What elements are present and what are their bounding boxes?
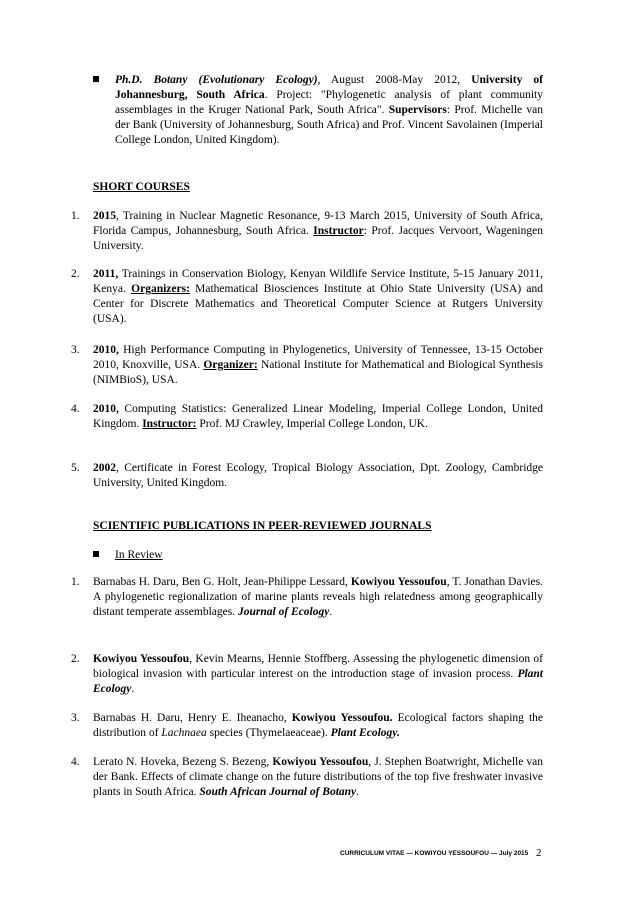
education-entry [115,73,543,148]
in-review-label: In Review [115,549,163,561]
in-review-entry [115,548,543,563]
short-course-item: 3. 2010, High Performance Computing in Phylogenetics, University of Tennessee, 13-15 October 2010, Knoxville, USA. Organizer: National Institute for Mathematical and Biological Synthesis (NIMBioS), USA. [71,344,543,386]
project: . Project: "Phylogenetic analysis of plant community assemblages in the Kruger National Park, South Africa". [115,89,543,116]
page-number: 2 [536,847,542,859]
square-bullet-icon [93,548,99,563]
publication-item: 3. Barnabas H. Daru, Henry E. Iheanacho, Kowiyou Yessoufou. Ecological factors shaping the distribution of Lachnaea species (Thymelaeaceae). Plant Ecology. [71,712,543,739]
short-course-item: 2. 2011, Trainings in Conservation Biology, Kenyan Wildlife Service Institute, 5-15 January 2011, Kenya. Organizers: Mathematical Biosciences Institute at Ohio State University (USA) and Center for Discrete Mathematics and Theoretical Computer Science at Rutgers University (USA). [71,268,544,325]
publication-item: 2. Kowiyou Yessoufou, Kevin Mearns, Hennie Stoffberg. Assessing the phylogenetic dimension of biological invasion with particular interest on the introduction stage of invasion process. Plant Ecology. [71,653,543,695]
page-footer: CURRICULUM VITAE — KOWIYOU YESSOUFOU — July 2015 [340,850,529,857]
publication-item: 4. Lerato N. Hoveka, Bezeng S. Bezeng, Kowiyou Yessoufou, J. Stephen Boatwright, Michelle van der Bank. Effects of climate change on the future distributions of the top five freshwater invasive plants in South Africa. South African Journal of Botany. [71,756,543,798]
short-course-item: 5. 2002, Certificate in Forest Ecology, Tropical Biology Association, Dpt. Zoology, Cambridge University, United Kingdom. [71,462,543,489]
short-course-item: 1. 2015, Training in Nuclear Magnetic Resonance, 9-13 March 2015, University of South Africa, Florida Campus, Johannesburg, South Africa. Instructor: Prof. Jacques Vervoort, Wageningen University. [71,210,543,252]
short-course-item: 4. 2010, Computing Statistics: Generalized Linear Modeling, Imperial College London, United Kingdom. Instructor: Prof. MJ Crawley, Imperial College London, UK. [71,403,543,430]
degree: Ph.D. Botany (Evolutionary Ecology) [115,74,318,86]
degree-dates: , August 2008-May 2012, [317,74,472,86]
supervisors-label: Supervisors [388,104,447,116]
publications-heading: SCIENTIFIC PUBLICATIONS IN PEER-REVIEWED JOURNALS [93,520,432,532]
publication-item: 1. Barnabas H. Daru, Ben G. Holt, Jean-Philippe Lessard, Kowiyou Yessoufou, T. Jonathan Davies. A phylogenetic regionalization of marine plants reveals high relatedness among geographically distant temperate assemblages. Journal of Ecology. [71,576,543,618]
university: University of Johannesburg, South Africa [115,74,543,101]
supervisors: : Prof. Michelle van der Bank (University of Johannesburg, South Africa) and Prof. Vincent Savolainen (Imperial College London, United Kingdom). [115,104,543,146]
short-courses-heading: SHORT COURSES [93,181,190,193]
square-bullet-icon [93,73,99,88]
